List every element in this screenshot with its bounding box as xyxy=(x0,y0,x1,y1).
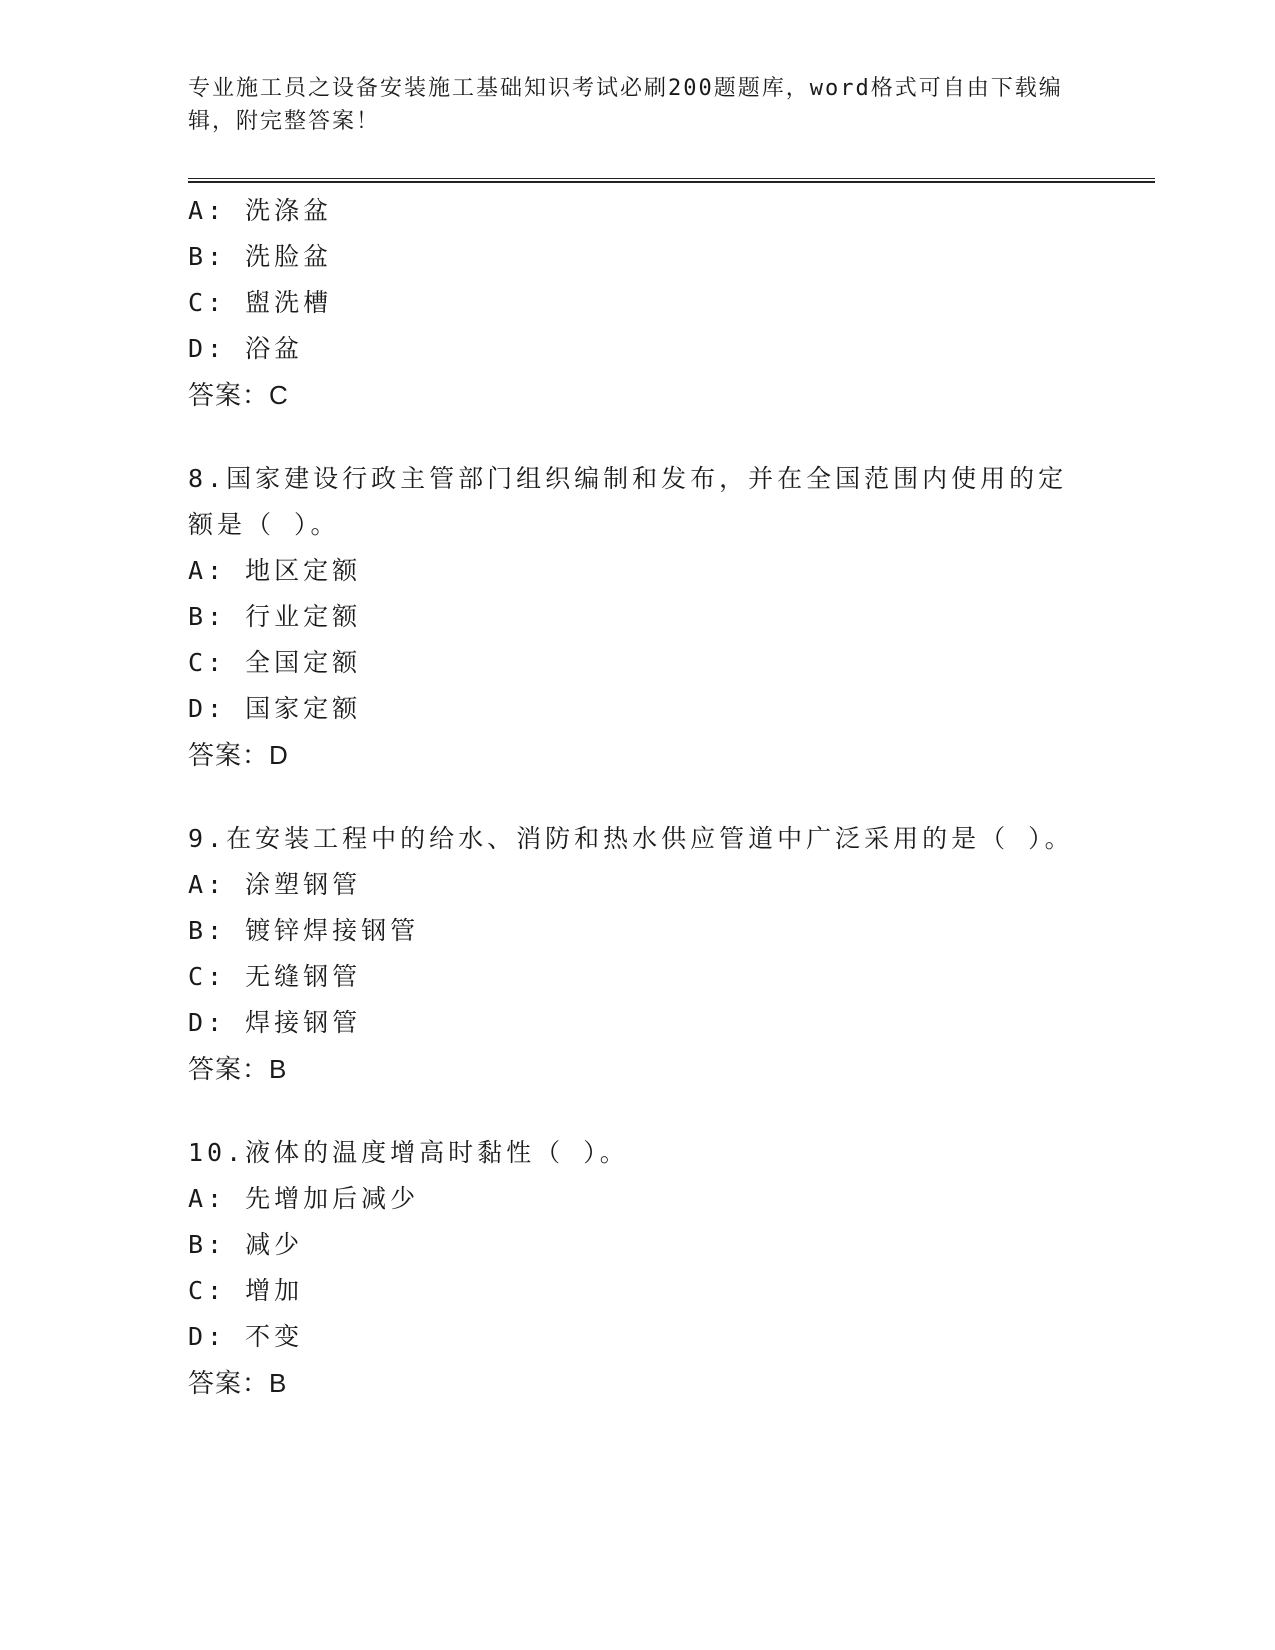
option-d: D: 不变 xyxy=(188,1322,304,1351)
answer-line: 答案：B xyxy=(188,1054,288,1084)
spacer xyxy=(188,778,1088,816)
document-title: 专业施工员之设备安装施工基础知识考试必刷200题题库，word格式可自由下载编辑，附完整答案！ xyxy=(188,76,1063,134)
option-a: A: 地区定额 xyxy=(188,556,362,585)
question-text: 9.在安装工程中的给水、消防和热水供应管道中广泛采用的是（ ）。 xyxy=(188,824,1074,853)
header-divider xyxy=(188,178,1155,183)
option-d: D: 焊接钢管 xyxy=(188,1008,362,1037)
option-b: B: 行业定额 xyxy=(188,602,362,631)
question-text: 10.液体的温度增高时黏性（ ）。 xyxy=(188,1138,629,1167)
option-b: B: 减少 xyxy=(188,1230,304,1259)
option-a: A: 先增加后减少 xyxy=(188,1184,420,1213)
spacer xyxy=(188,418,1088,456)
option-a: A: 涂塑钢管 xyxy=(188,870,362,899)
answer-line: 答案：B xyxy=(188,1368,288,1398)
question-list xyxy=(188,188,1088,1406)
option-d: D: 浴盆 xyxy=(188,334,304,363)
question-block-9 xyxy=(188,816,1088,1092)
document-header xyxy=(188,72,1088,138)
option-b: B: 洗脸盆 xyxy=(188,242,333,271)
option-c: C: 盥洗槽 xyxy=(188,288,333,317)
option-d: D: 国家定额 xyxy=(188,694,362,723)
question-text: 8.国家建设行政主管部门组织编制和发布，并在全国范围内使用的定额是（ ）。 xyxy=(188,464,1068,539)
spacer xyxy=(188,1092,1088,1130)
question-block-7-continued xyxy=(188,188,1088,418)
option-a: A: 洗涤盆 xyxy=(188,196,333,225)
question-block-8 xyxy=(188,456,1088,778)
question-block-10 xyxy=(188,1130,1088,1406)
option-c: C: 增加 xyxy=(188,1276,304,1305)
option-c: C: 无缝钢管 xyxy=(188,962,362,991)
answer-line: 答案：C xyxy=(188,380,289,410)
option-b: B: 镀锌焊接钢管 xyxy=(188,916,420,945)
option-c: C: 全国定额 xyxy=(188,648,362,677)
answer-line: 答案：D xyxy=(188,740,289,770)
